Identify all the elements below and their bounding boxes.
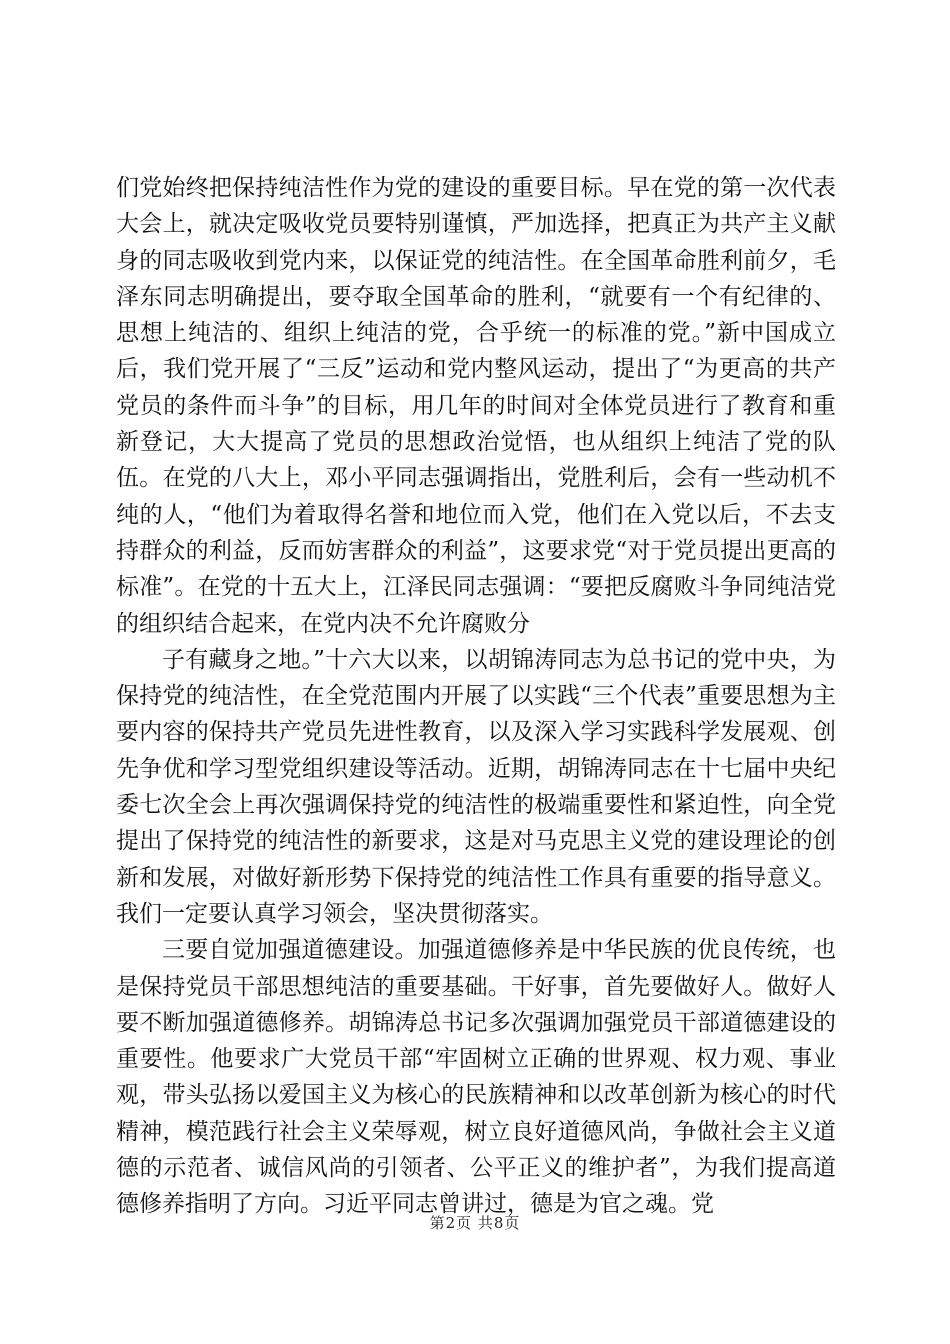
page-number-footer: 第2页 共8页 (429, 1214, 521, 1232)
paragraph-2: 子有藏身之地。”十六大以来，以胡锦涛同志为总书记的党中央，为保持党的纯洁性，在全党范围内开展了以实践“三个代表”重要思想为主要内容的保持共产党员先进性教育，以及深入学习实践科学发展观、创先争优和学习型党组织建设等活动。近期，胡锦涛同志在十七届中央纪委七次全会上再次强调保持党的纯洁性的极端重要性和紧迫性，向全党提出了保持党的纯洁性的新要求，这是对马克思主义党的建设理论的创新和发展，对做好新形势下保持党的纯洁性工作具有重要的指导意义。我们一定要认真学习领会，坚决贯彻落实。 (116, 646, 836, 927)
paragraph-3: 三要自觉加强道德建设。加强道德修养是中华民族的优良传统，也是保持党员干部思想纯洁的重要基础。干好事，首先要做好人。做好人要不断加强道德修养。胡锦涛总书记多次强调加强党员干部道德建设的重要性。他要求广大党员干部“牢固树立正确的世界观、权力观、事业观，带头弘扬以爱国主义为核心的民族精神和以改革创新为核心的时代精神，模范践行社会主义荣辱观，树立良好道德风尚，争做社会主义道德的示范者、诚信风尚的引领者、公平正义的维护者”，为我们提高道德修养指明了方向。习近平同志曾讲过，德是为官之魂。党 (116, 937, 836, 1218)
document-body (116, 170, 836, 1223)
paragraph-1: 们党始终把保持纯洁性作为党的建设的重要目标。早在党的第一次代表大会上，就决定吸收党员要特别谨慎，严加选择，把真正为共产主义献身的同志吸收到党内来，以保证党的纯洁性。在全国革命胜利前夕，毛泽东同志明确提出，要夺取全国革命的胜利，“就要有一个有纪律的、思想上纯洁的、组织上纯洁的党，合乎统一的标准的党。”新中国成立后，我们党开展了“三反”运动和党内整风运动，提出了“为更高的共产党员的条件而斗争”的目标，用几年的时间对全体党员进行了教育和重新登记，大大提高了党员的思想政治觉悟，也从组织上纯洁了党的队伍。在党的八大上，邓小平同志强调指出，党胜利后，会有一些动机不纯的人，“他们为着取得名誉和地位而入党，他们在入党以后，不去支持群众的利益，反而妨害群众的利益”，这要求党“对于党员提出更高的标准”。在党的十五大上，江泽民同志强调：“要把反腐败斗争同纯洁党的组织结合起来，在党内决不允许腐败分 (116, 175, 836, 637)
